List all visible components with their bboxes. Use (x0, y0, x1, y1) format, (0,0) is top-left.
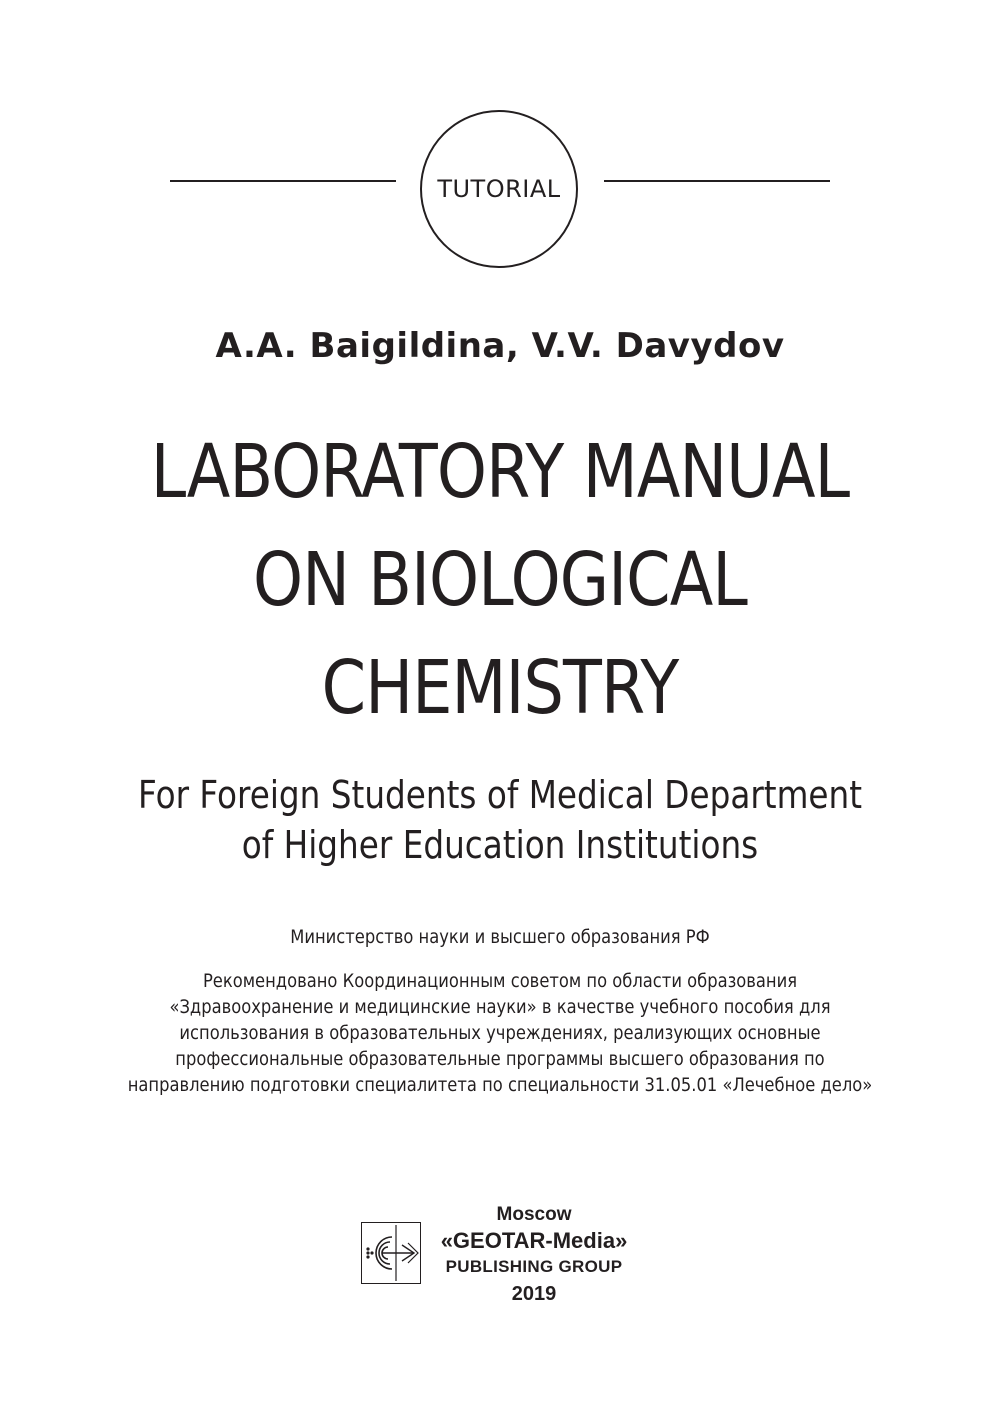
publisher-name: «GEOTAR-Media» (440, 1228, 628, 1253)
recommendation-text (70, 968, 930, 1098)
tutorial-badge (420, 110, 578, 268)
ministry-line: Министерство науки и высшего образования РФ (290, 926, 710, 948)
recommendation-line: использования в образовательных учреждениях, реализующих основные (179, 1022, 821, 1044)
book-title (70, 418, 930, 742)
title-line: ON BIOLOGICAL (252, 537, 748, 623)
publisher-block (428, 1203, 640, 1309)
publication-year: 2019 (511, 1283, 557, 1305)
recommendation-line: направлению подготовки специалитета по специальности 31.05.01 «Лечебное дело» (127, 1074, 873, 1096)
publisher-group: PUBLISHING GROUP (445, 1257, 623, 1276)
recommendation-line: «Здравоохранение и медицинские науки» в качестве учебного пособия для (169, 996, 831, 1018)
subtitle-line: of Higher Education Institutions (241, 823, 759, 867)
title-line: CHEMISTRY (321, 645, 679, 731)
book-subtitle (70, 770, 930, 870)
publisher-city: Moscow (496, 1204, 572, 1225)
tutorial-badge-label: TUTORIAL (437, 175, 561, 203)
authors: A.A. Baigildina, V.V. Davydov (215, 326, 785, 366)
right-divider-line (604, 180, 830, 182)
subtitle-line: For Foreign Students of Medical Department (137, 773, 863, 817)
recommendation-line: профессиональные образовательные программы высшего образования по (175, 1048, 825, 1070)
recommendation-line: Рекомендовано Координационным советом по области образования (202, 970, 798, 992)
geotar-logo-icon (361, 1222, 421, 1284)
left-divider-line (170, 180, 396, 182)
title-line: LABORATORY MANUAL (150, 429, 850, 515)
